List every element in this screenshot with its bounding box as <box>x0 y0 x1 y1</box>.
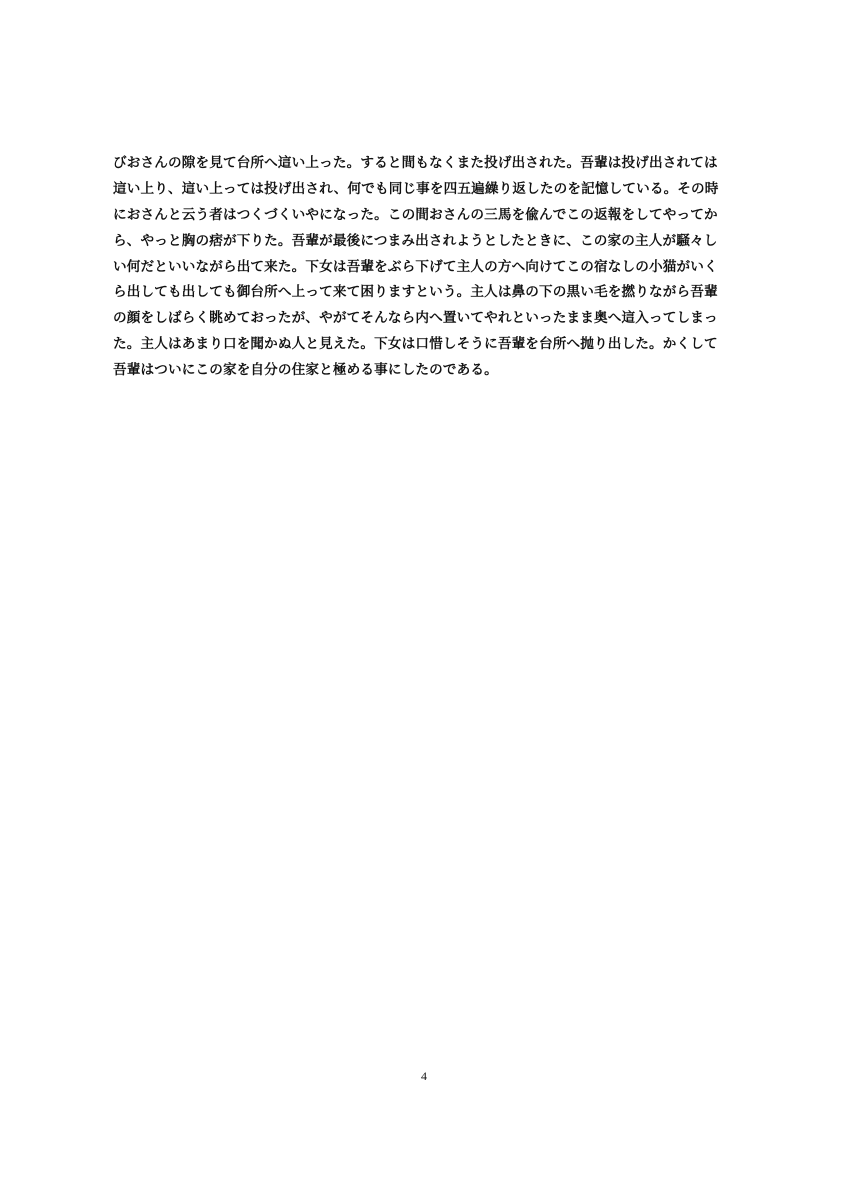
text-line: ら出しても出しても御台所へ上って来て困りますという。主人は鼻の下の黒い毛を撚りながら吾輩 <box>113 284 718 301</box>
text-line: い何だといいながら出て来た。下女は吾輩をぶら下げて主人の方へ向けてこの宿なしの小猫がいく <box>113 258 718 275</box>
text-line: た。主人はあまり口を聞かぬ人と見えた。下女は口惜しそうに吾輩を台所へ抛り出した。かくして <box>113 336 718 353</box>
text-line: ら、やっと胸の痞が下りた。吾輩が最後につまみ出されようとしたときに、この家の主人が騒々し <box>113 232 718 249</box>
body-paragraph <box>113 151 753 384</box>
page-number: 4 <box>421 1069 427 1083</box>
text-line: におさんと云う者はつくづくいやになった。この間おさんの三馬を偸んでこの返報をしてやってか <box>113 206 718 223</box>
text-line: びおさんの隙を見て台所へ這い上った。すると間もなくまた投げ出された。吾輩は投げ出されては <box>113 155 718 171</box>
text-line: 這い上り、這い上っては投げ出され、何でも同じ事を四五遍繰り返したのを記憶している。その時 <box>113 180 719 197</box>
text-line: 吾輩はついにこの家を自分の住家と極める事にしたのである。 <box>113 362 498 379</box>
text-line: の顔をしばらく眺めておったが、やがてそんなら内へ置いてやれといったまま奥へ這入ってしまっ <box>113 310 718 327</box>
